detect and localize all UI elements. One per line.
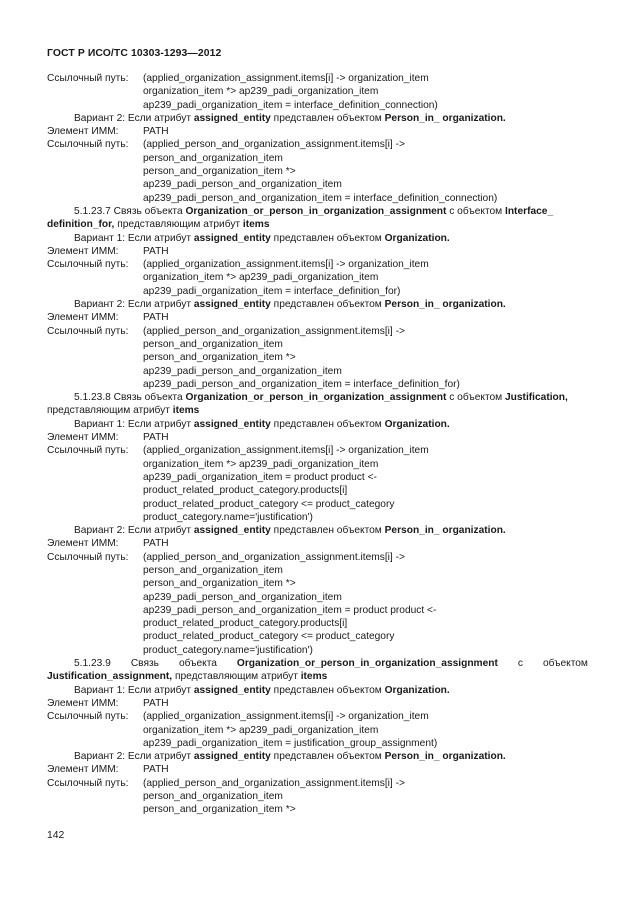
- text-line: ap239_padi_organization_item = product product <-: [143, 471, 377, 483]
- text-line: person_and_organization_item: [143, 791, 283, 803]
- text-line: Ссылочный путь: (applied_person_and_organization_assignment.items[i] ->: [47, 139, 405, 151]
- section-heading: 5.1.23.8 Связь объекта Organization_or_person_in_organization_assignment с объектом Justification,: [74, 392, 568, 404]
- text-line: Элемент ИММ: PATH: [47, 432, 169, 444]
- text-line: ap239_padi_person_and_organization_item = interface_definition_for): [143, 378, 460, 390]
- text-line: Элемент ИММ: PATH: [47, 245, 169, 257]
- text-line: Элемент ИММ: PATH: [47, 764, 169, 776]
- text-line: Элемент ИММ: PATH: [47, 538, 169, 550]
- text-line: organization_item *> ap239_padi_organization_item: [143, 458, 379, 470]
- page-header: ГОСТ Р ИСО/ТС 10303-1293—2012: [47, 48, 222, 59]
- text-line: ap239_padi_person_and_organization_item: [143, 179, 342, 191]
- text-line: person_and_organization_item *>: [143, 166, 296, 178]
- variant-line: Вариант 2: Если атрибут assigned_entity представлен объектом Person_in_ organization.: [74, 299, 506, 311]
- text-line: ap239_padi_organization_item = interface_definition_for): [143, 285, 401, 297]
- text-line: ap239_padi_person_and_organization_item = interface_definition_connection): [143, 192, 498, 204]
- section-heading: 5.1.23.9 Связь объекта Organization_or_person_in_organization_assignment с объектом: [74, 658, 588, 670]
- text-line: ap239_padi_organization_item = interface_definition_connection): [143, 99, 438, 111]
- document-body: [47, 72, 592, 817]
- text-line: person_and_organization_item *>: [143, 578, 296, 590]
- variant-line: Вариант 2: Если атрибут assigned_entity представлен объектом Person_in_ organization.: [74, 112, 506, 124]
- variant-line: Вариант 1: Если атрибут assigned_entity представлен объектом Organization.: [74, 418, 450, 430]
- text-line: organization_item *> ap239_padi_organization_item: [143, 724, 379, 736]
- text-line: product_category.name='justification'): [143, 511, 313, 523]
- variant-line: Вариант 1: Если атрибут assigned_entity представлен объектом Organization.: [74, 684, 450, 696]
- text-line: Ссылочный путь: (applied_organization_assignment.items[i] -> organization_item: [47, 259, 429, 271]
- page-number: 142: [47, 830, 65, 841]
- text-line: product_related_product_category.products[i]: [143, 618, 348, 630]
- variant-line: Вариант 2: Если атрибут assigned_entity представлен объектом Person_in_ organization.: [74, 525, 506, 537]
- text-line: organization_item *> ap239_padi_organization_item: [143, 86, 379, 98]
- text-line: ap239_padi_person_and_organization_item: [143, 591, 342, 603]
- text-line: Ссылочный путь: (applied_person_and_organization_assignment.items[i] ->: [47, 777, 405, 789]
- variant-line: Вариант 1: Если атрибут assigned_entity представлен объектом Organization.: [74, 232, 450, 244]
- text-line: Элемент ИММ: PATH: [47, 126, 169, 138]
- text-line: person_and_organization_item: [143, 338, 283, 350]
- text-line: ap239_padi_person_and_organization_item = product product <-: [143, 604, 437, 616]
- text-line: product_category.name='justification'): [143, 644, 313, 656]
- text-line: ap239_padi_person_and_organization_item: [143, 365, 342, 377]
- text-line: ap239_padi_organization_item = justification_group_assignment): [143, 737, 438, 749]
- variant-line: Вариант 2: Если атрибут assigned_entity представлен объектом Person_in_ organization.: [74, 751, 506, 763]
- text-line: product_related_product_category.products[i]: [143, 485, 348, 497]
- text-line: Ссылочный путь: (applied_organization_assignment.items[i] -> organization_item: [47, 73, 429, 84]
- text-line: Ссылочный путь: (applied_organization_assignment.items[i] -> organization_item: [47, 445, 429, 457]
- text-line: person_and_organization_item: [143, 564, 283, 576]
- text-line: Ссылочный путь: (applied_person_and_organization_assignment.items[i] ->: [47, 325, 405, 337]
- text-line: person_and_organization_item *>: [143, 352, 296, 364]
- section-heading: 5.1.23.7 Связь объекта Organization_or_person_in_organization_assignment с объектом Interface_: [74, 205, 554, 217]
- section-heading-cont: представляющим атрибут items: [47, 405, 200, 417]
- text-line: Ссылочный путь: (applied_person_and_organization_assignment.items[i] ->: [47, 551, 405, 563]
- text-line: Элемент ИММ: PATH: [47, 312, 169, 324]
- section-heading-cont: definition_for, представляющим атрибут items: [47, 219, 270, 231]
- text-line: product_related_product_category <= product_category: [143, 631, 395, 643]
- text-line: person_and_organization_item *>: [143, 804, 296, 816]
- text-line: Ссылочный путь: (applied_organization_assignment.items[i] -> organization_item: [47, 711, 429, 723]
- text-line: organization_item *> ap239_padi_organization_item: [143, 272, 379, 284]
- text-line: product_related_product_category <= product_category: [143, 498, 395, 510]
- text-line: person_and_organization_item: [143, 152, 283, 164]
- section-heading-cont: Justification_assignment, представляющим атрибут items: [47, 671, 328, 683]
- text-line: Элемент ИММ: PATH: [47, 697, 169, 709]
